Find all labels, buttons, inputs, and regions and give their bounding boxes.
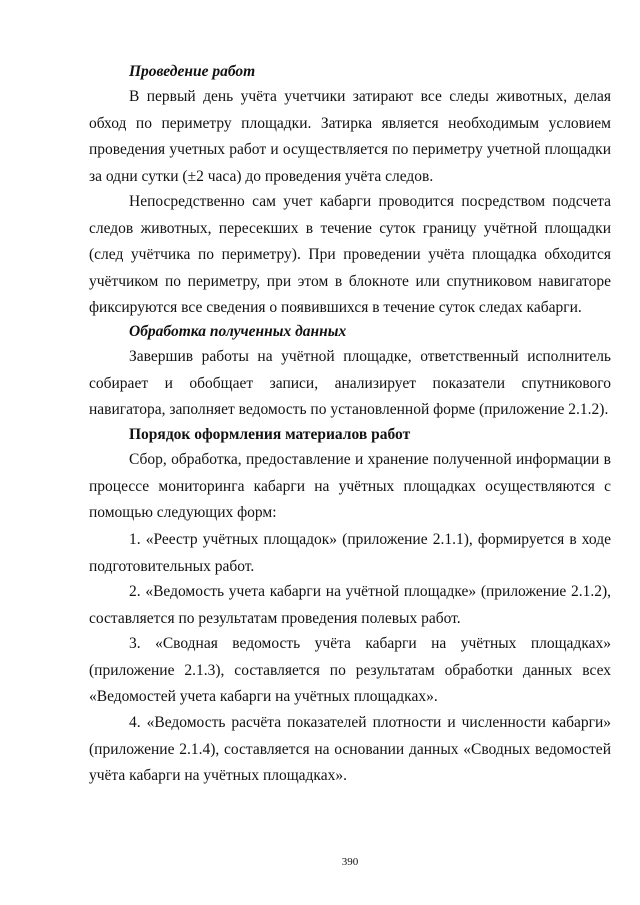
paragraph-first-day: В первый день учёта учетчики затирают все следы животных, делая обход по периметру площадки. Затирка является необходимым условием проведения учетных работ и осуществляется по периметру учетной площадки за одни сутки (±2 часа) до проведения учёта следов. bbox=[89, 88, 611, 185]
paragraph-processing: Завершив работы на учётной площадке, ответственный исполнитель собирает и обобщает записи, анализирует показатели спутникового навигатора, заполняет ведомость по установленной форме (приложение 2.1.2). bbox=[89, 348, 611, 418]
list-item-form-2: 2. «Ведомость учета кабарги на учётной площадке» (приложение 2.1.2), составляется по результатам проведения полевых работ. bbox=[89, 583, 611, 627]
section-heading-conducting-work: Проведение работ bbox=[129, 63, 256, 80]
paragraph-forms-intro: Сбор, обработка, предоставление и хранение полученной информации в процессе мониторинга кабарги на учётных площадках осуществляются с помощью следующих форм: bbox=[89, 451, 611, 521]
paragraph-counting-method: Непосредственно сам учет кабарги проводится посредством подсчета следов животных, пересекших в течение суток границу учётной площадки (след учётчика по периметру). При проведении учёта площадка обходится учётчиком по периметру, при этом в блокноте или спутниковом навигаторе фиксируются все сведения о появившихся в течение суток следах кабарги. bbox=[89, 193, 611, 316]
list-item-form-3: 3. «Сводная ведомость учёта кабарги на учётных площадках» (приложение 2.1.3), составляется по результатам обработки данных всех «Ведомостей учета кабарги на учётных площадках». bbox=[89, 635, 611, 705]
section-heading-materials-procedure: Порядок оформления материалов работ bbox=[129, 426, 411, 443]
list-item-form-4: 4. «Ведомость расчёта показателей плотности и численности кабарги» (приложение 2.1.4), составляется на основании данных «Сводных ведомостей учёта кабарги на учётных площадках». bbox=[89, 714, 611, 784]
document-page bbox=[89, 0, 611, 905]
page-number: 390 bbox=[341, 856, 359, 868]
list-item-form-1: 1. «Реестр учётных площадок» (приложение 2.1.1), формируется в ходе подготовительных работ. bbox=[89, 531, 611, 575]
section-heading-data-processing: Обработка полученных данных bbox=[129, 323, 347, 340]
